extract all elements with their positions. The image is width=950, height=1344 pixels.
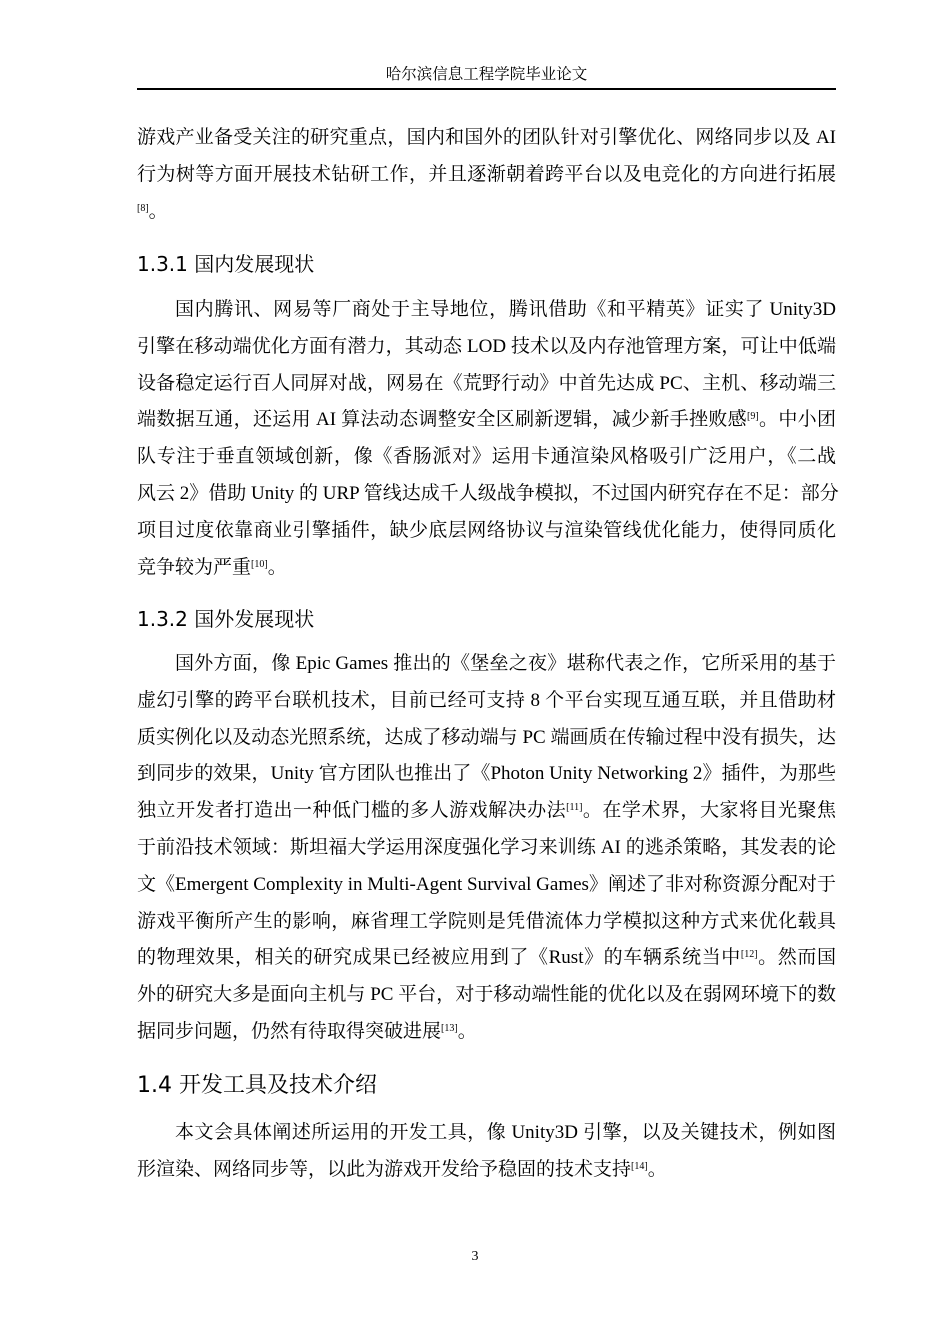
text-run: 设备稳定运行百人同屏对战，网易在《荒野行动》中首先达成 PC、主机、移动端三: [137, 372, 836, 394]
header-rule: [137, 88, 836, 90]
text-line: [137, 683, 836, 720]
citation-ref: [9]: [747, 411, 759, 423]
citation-ref: [11]: [566, 802, 583, 814]
text-run: 引擎在移动端优化方面有潜力，其动态 LOD 技术以及内存池管理方案，可让中低端: [137, 335, 836, 357]
text-line: [137, 402, 836, 439]
heading-1-3-2: 1.3.2 国外发展现状: [137, 607, 315, 631]
text-line: [137, 1152, 836, 1189]
text-run: 文《Emergent Complexity in Multi-Agent Survival Games》阐述了非对称资源分配对于: [137, 873, 836, 895]
text-run: 项目过度依靠商业引擎插件，缺少底层网络协议与渲染管线优化能力，使得同质化: [137, 519, 836, 541]
text-run: 。: [457, 1020, 477, 1042]
text-run: 。: [647, 1158, 667, 1180]
text-run: 到同步的效果，Unity 官方团队也推出了《Photon Unity Networking 2》插件，为那些: [137, 763, 836, 785]
text-run: 。在学术界，大家将目光聚焦: [582, 800, 836, 822]
citation-ref: [8]: [137, 202, 149, 214]
text-run: 形渲染、网络同步等，以此为游戏开发给予稳固的技术支持: [137, 1158, 632, 1180]
text-run: 端数据互通，还运用 AI 算法动态调整安全区刷新逻辑，减少新手挫败感: [137, 409, 747, 431]
text-line: [137, 120, 836, 157]
citation-ref: [13]: [441, 1022, 458, 1034]
text-run: 国外方面，像 Epic Games 推出的《堡垒之夜》堪称代表之作，它所采用的基于: [175, 653, 836, 674]
text-run: 外的研究大多是面向主机与 PC 平台，对于移动端性能的优化以及在弱网环境下的数: [137, 984, 836, 1006]
heading-1-3-1: 1.3.1 国内发展现状: [137, 252, 315, 276]
text-run: 行为树等方面开展技术钻研工作，并且逐渐朝着跨平台以及电竞化的方向进行拓展: [137, 163, 836, 185]
text-line: [137, 1115, 836, 1152]
text-run: 据同步问题，仍然有待取得突破进展: [137, 1020, 442, 1042]
text-line: [137, 329, 836, 366]
text-line: [137, 940, 836, 977]
text-run: 队专注于垂直领域创新，像《香肠派对》运用卡通渲染风格吸引广泛用户，《二战: [137, 446, 836, 468]
text-run: 风云 2》借助 Unity 的 URP 管线达成千人级战争模拟，不过国内研究存在不足：部分: [137, 482, 839, 504]
text-run: 独立开发者打造出一种低门槛的多人游戏解决办法: [137, 800, 567, 822]
text-line: [137, 476, 839, 513]
text-line: [137, 756, 836, 793]
text-line: [137, 439, 836, 476]
text-line: [137, 1014, 836, 1051]
text-line: [137, 904, 836, 941]
text-line: [137, 793, 836, 830]
citation-ref: [10]: [251, 558, 268, 570]
text-line: [137, 513, 836, 550]
text-line: [137, 550, 836, 587]
text-line: [137, 830, 836, 867]
heading-1-4: 1.4 开发工具及技术介绍: [137, 1073, 377, 1098]
text-run: 虚幻引擎的跨平台联机技术，目前已经可支持 8 个平台实现互通互联，并且借助材: [137, 689, 836, 711]
text-line: [137, 867, 836, 904]
citation-ref: [12]: [740, 949, 758, 961]
paragraph-intro: [137, 120, 836, 230]
text-run: 的物理效果，相关的研究成果已经被应用到了《Rust》的车辆系统当中: [137, 947, 741, 969]
text-run: 。中小团: [758, 409, 836, 431]
text-run: 质实例化以及动态光照系统，达成了移动端与 PC 端画质在传输过程中没有损失，达: [137, 726, 836, 748]
text-line: [137, 366, 836, 403]
running-header: 哈尔滨信息工程学院毕业论文: [385, 66, 588, 83]
text-line: [137, 646, 836, 683]
citation-ref: [14]: [631, 1160, 648, 1172]
text-line: [137, 194, 836, 231]
text-run: 游戏平衡所产生的影响，麻省理工学院则是凭借流体力学模拟这种方式来优化载具: [137, 910, 836, 932]
text-line: [137, 977, 836, 1014]
text-line: [137, 157, 836, 194]
text-run: 。: [267, 556, 287, 578]
paragraph-foreign: [137, 646, 836, 1051]
page-number: 3: [471, 1249, 479, 1264]
paragraph-tools: [137, 1115, 836, 1189]
text-run: 游戏产业备受关注的研究重点，国内和国外的团队针对引擎优化、网络同步以及 AI: [137, 127, 836, 148]
text-run: 。: [148, 200, 168, 222]
paragraph-domestic: [137, 292, 839, 586]
text-line: [137, 720, 836, 757]
text-run: 本文会具体阐述所运用的开发工具，像 Unity3D 引擎，以及关键技术，例如图: [175, 1122, 836, 1143]
text-run: 。然而国: [757, 947, 836, 969]
text-run: 于前沿技术领域：斯坦福大学运用深度强化学习来训练 AI 的逃杀策略，其发表的论: [137, 836, 836, 858]
text-line: [137, 292, 836, 329]
text-run: 国内腾讯、网易等厂商处于主导地位，腾讯借助《和平精英》证实了 Unity3D: [175, 299, 836, 320]
text-run: 竞争较为严重: [137, 556, 252, 578]
